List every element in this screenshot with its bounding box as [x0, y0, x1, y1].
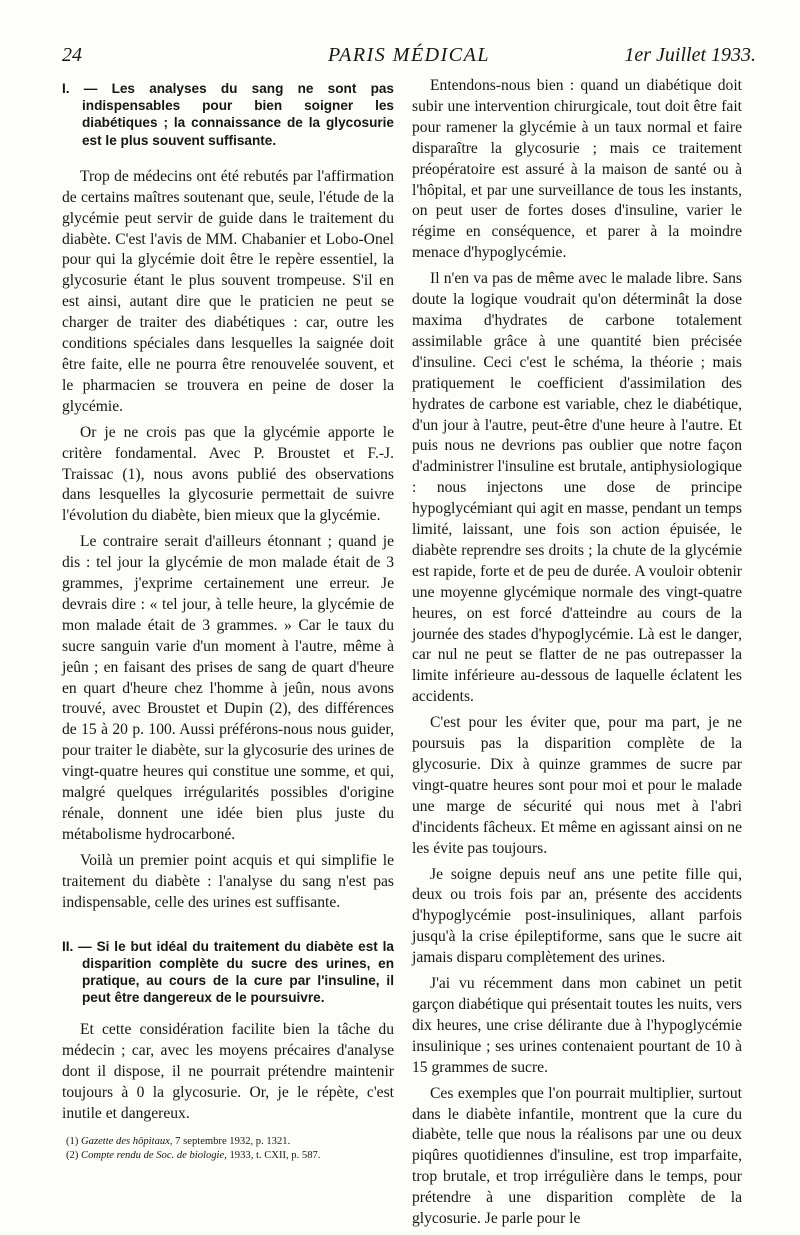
section-heading-1: I. — Les analyses du sang ne sont pas indispensables pour bien soigner les diabétiques ; la connaissance de la glycosurie est le plus souvent suffisante. [62, 81, 394, 148]
paragraph: Le contraire serait d'ailleurs étonnant ; quand je dis : tel jour la glycémie de mon malade était de 3 grammes, j'exprime certainement une erreur. Je devrais dire : « tel jour, à telle heure, la glycémie de mon malade était de 3 grammes. » Car le taux du sucre sanguin varie d'un moment à l'autre, même à jeûn ; en faisant des prises de sang de quart d'heure en quart d'heure chez l'homme à jeûn, nous avons trouvé, avec Broustet et Dupin (2), des différences de 15 à 20 p. 100. Aussi préférons-nous nous guider, pour traiter le diabète, sur la glycosurie des urines de vingt-quatre heures qui constitue une somme, et qui, malgré quelques irrégularités possibles d'origine rénale, donnent une idée bien plus juste du métabolisme hydrocarboné. [62, 533, 394, 843]
footnote-source: Gazette des hôpitaux, [81, 1135, 173, 1147]
paragraph: Trop de médecins ont été rebutés par l'affirmation de certains maîtres soutenant que, seule, l'étude de la glycémie peut servir de guide dans le traitement du diabète. C'est l'avis de MM. Chabanier et Lobo-Onel pour qui la glycémie doit être le repère essentiel, la glycosurie étant le plus souvent trompeuse. S'il en est ainsi, autant dire que le praticien ne peut se charger de traiter des diabétiques : car, outre les conditions spéciales dans lesquelles la saignée doit être faite, elle ne pourra être renouvelée souvent, et le pharmacien se trouvera en peine de doser la glycémie. [62, 167, 394, 415]
footnotes [62, 1135, 394, 1163]
running-header [62, 40, 756, 70]
footnote-reference: 1933, t. CXII, p. 587. [226, 1149, 321, 1161]
paragraph: C'est pour les éviter que, pour ma part, je ne poursuis pas la disparition complète de la glycosurie. Dix à quinze grammes de sucre par vingt-quatre heures sont pour moi et pour le malade une marge de sécurité qui nous met à l'abri d'incidents fâcheux. Et même en agissant ainsi on ne les évite pas toujours. [412, 714, 742, 857]
paragraph: Je soigne depuis neuf ans une petite fille qui, deux ou trois fois par an, présente des accidents d'hypoglycémie post-insuliniques, allant parfois jusqu'à la crise épileptiforme, sans que le sucre ait jamais disparu complètement des urines. [412, 865, 742, 967]
paragraph: J'ai vu récemment dans mon cabinet un petit garçon diabétique qui présentait toutes les nuits, vers dix heures, une crise délirante due à l'hypoglycémie insulinique ; ses urines contenaient pourtant de 10 à 15 grammes de sucre. [412, 975, 742, 1076]
issue-date: 1er Juillet 1933. [624, 44, 756, 66]
paragraph: Ces exemples que l'on pourrait multiplier, surtout dans le diabète infantile, montrent que la cure du diabète, telle que nous la réalisons par une ou deux piqûres quotidiennes d'insuline, est trop imparfaite, trop brutale, et trop irrégulière dans le temps, pour prétendre à une disparition complète de la glycosurie. Je parle pour le [412, 1084, 742, 1228]
paragraph: Voilà un premier point acquis et qui simplifie le traitement du diabète : l'analyse du sang n'est pas indispensable, celle des urines est suffisante. [62, 851, 394, 911]
paragraph: Et cette considération facilite bien la tâche du médecin ; car, avec les moyens précaires d'analyse dont il dispose, il ne pourrait prétendre maintenir toujours à 0 la glycosurie. Or, je le répète, c'est inutile et dangereux. [62, 1021, 394, 1122]
section-heading-2: II. — Si le but idéal du traitement du diabète est la disparition complète du sucre des urines, en pratique, au cours de la cure par l'insuline, il peut être dangereux de le poursuivre. [62, 938, 394, 1006]
paragraph: Il n'en va pas de même avec le malade libre. Sans doute la logique voudrait qu'on déterminât la dose maxima d'hydrates de carbone totalement assimilable grâce à une quantité bien précisée d'insuline. Ceci c'est le schéma, la théorie ; mais pratiquement le coefficient d'assimilation des hydrates de carbone est variable, chez le diabétique, d'un jour à l'autre, peut-être d'une heure à l'autre. Et puis nous ne devrions pas oublier que notre façon d'administrer l'insuline est brutale, antiphysiologique : nous injectons une dose de principe hypoglycémiant qui agit en masse, pendant un temps limité, laissant, une fois son action épuisée, le diabète reprendre ses droits ; la chute de la glycémie est rapide, forte et de peu de durée. A vouloir obtenir une moyenne glycémique normale des vingt-quatre heures, on est forcé d'atteindre au cours de la journée des stades d'hypoglycémie. Là est le danger, car nul ne peut se flatter de ne pas outrepasser la limite inférieure au-dessous de laquelle éclatent les accidents. [412, 270, 742, 706]
footnote-1 [66, 1135, 394, 1149]
paragraph: Entendons-nous bien : quand un diabétique doit subir une intervention chirurgicale, tout doit être fait pour ramener la glycémie à un taux normal et faire disparaître la glycosurie ; mais ce traitement préopératoire est assuré à la maison de santé ou à l'hôpital, et par une surveillance de tous les instants, on peut user de fortes doses d'insuline, varier le régime en conséquence, et parer à la moindre menace d'hypoglycémie. [412, 77, 742, 262]
footnote-2 [66, 1149, 394, 1163]
footnote-number: (2) [66, 1149, 79, 1161]
footnote-source: Compte rendu de Soc. de biologie, [81, 1149, 227, 1161]
journal-title: PARIS MÉDICAL [328, 44, 490, 66]
page-number: 24 [62, 44, 82, 66]
left-column [62, 76, 394, 1163]
paragraph: Or je ne crois pas que la glycémie apporte le critère fondamental. Avec P. Broustet et F.-J. Traissac (1), nous avons publié des observations dans lesquelles la glycosurie permettait de suivre l'évolution du diabète, bien mieux que la glycémie. [62, 423, 394, 525]
right-column [412, 76, 742, 1235]
footnote-reference: 7 septembre 1932, p. 1321. [172, 1135, 291, 1147]
footnote-number: (1) [66, 1135, 79, 1147]
